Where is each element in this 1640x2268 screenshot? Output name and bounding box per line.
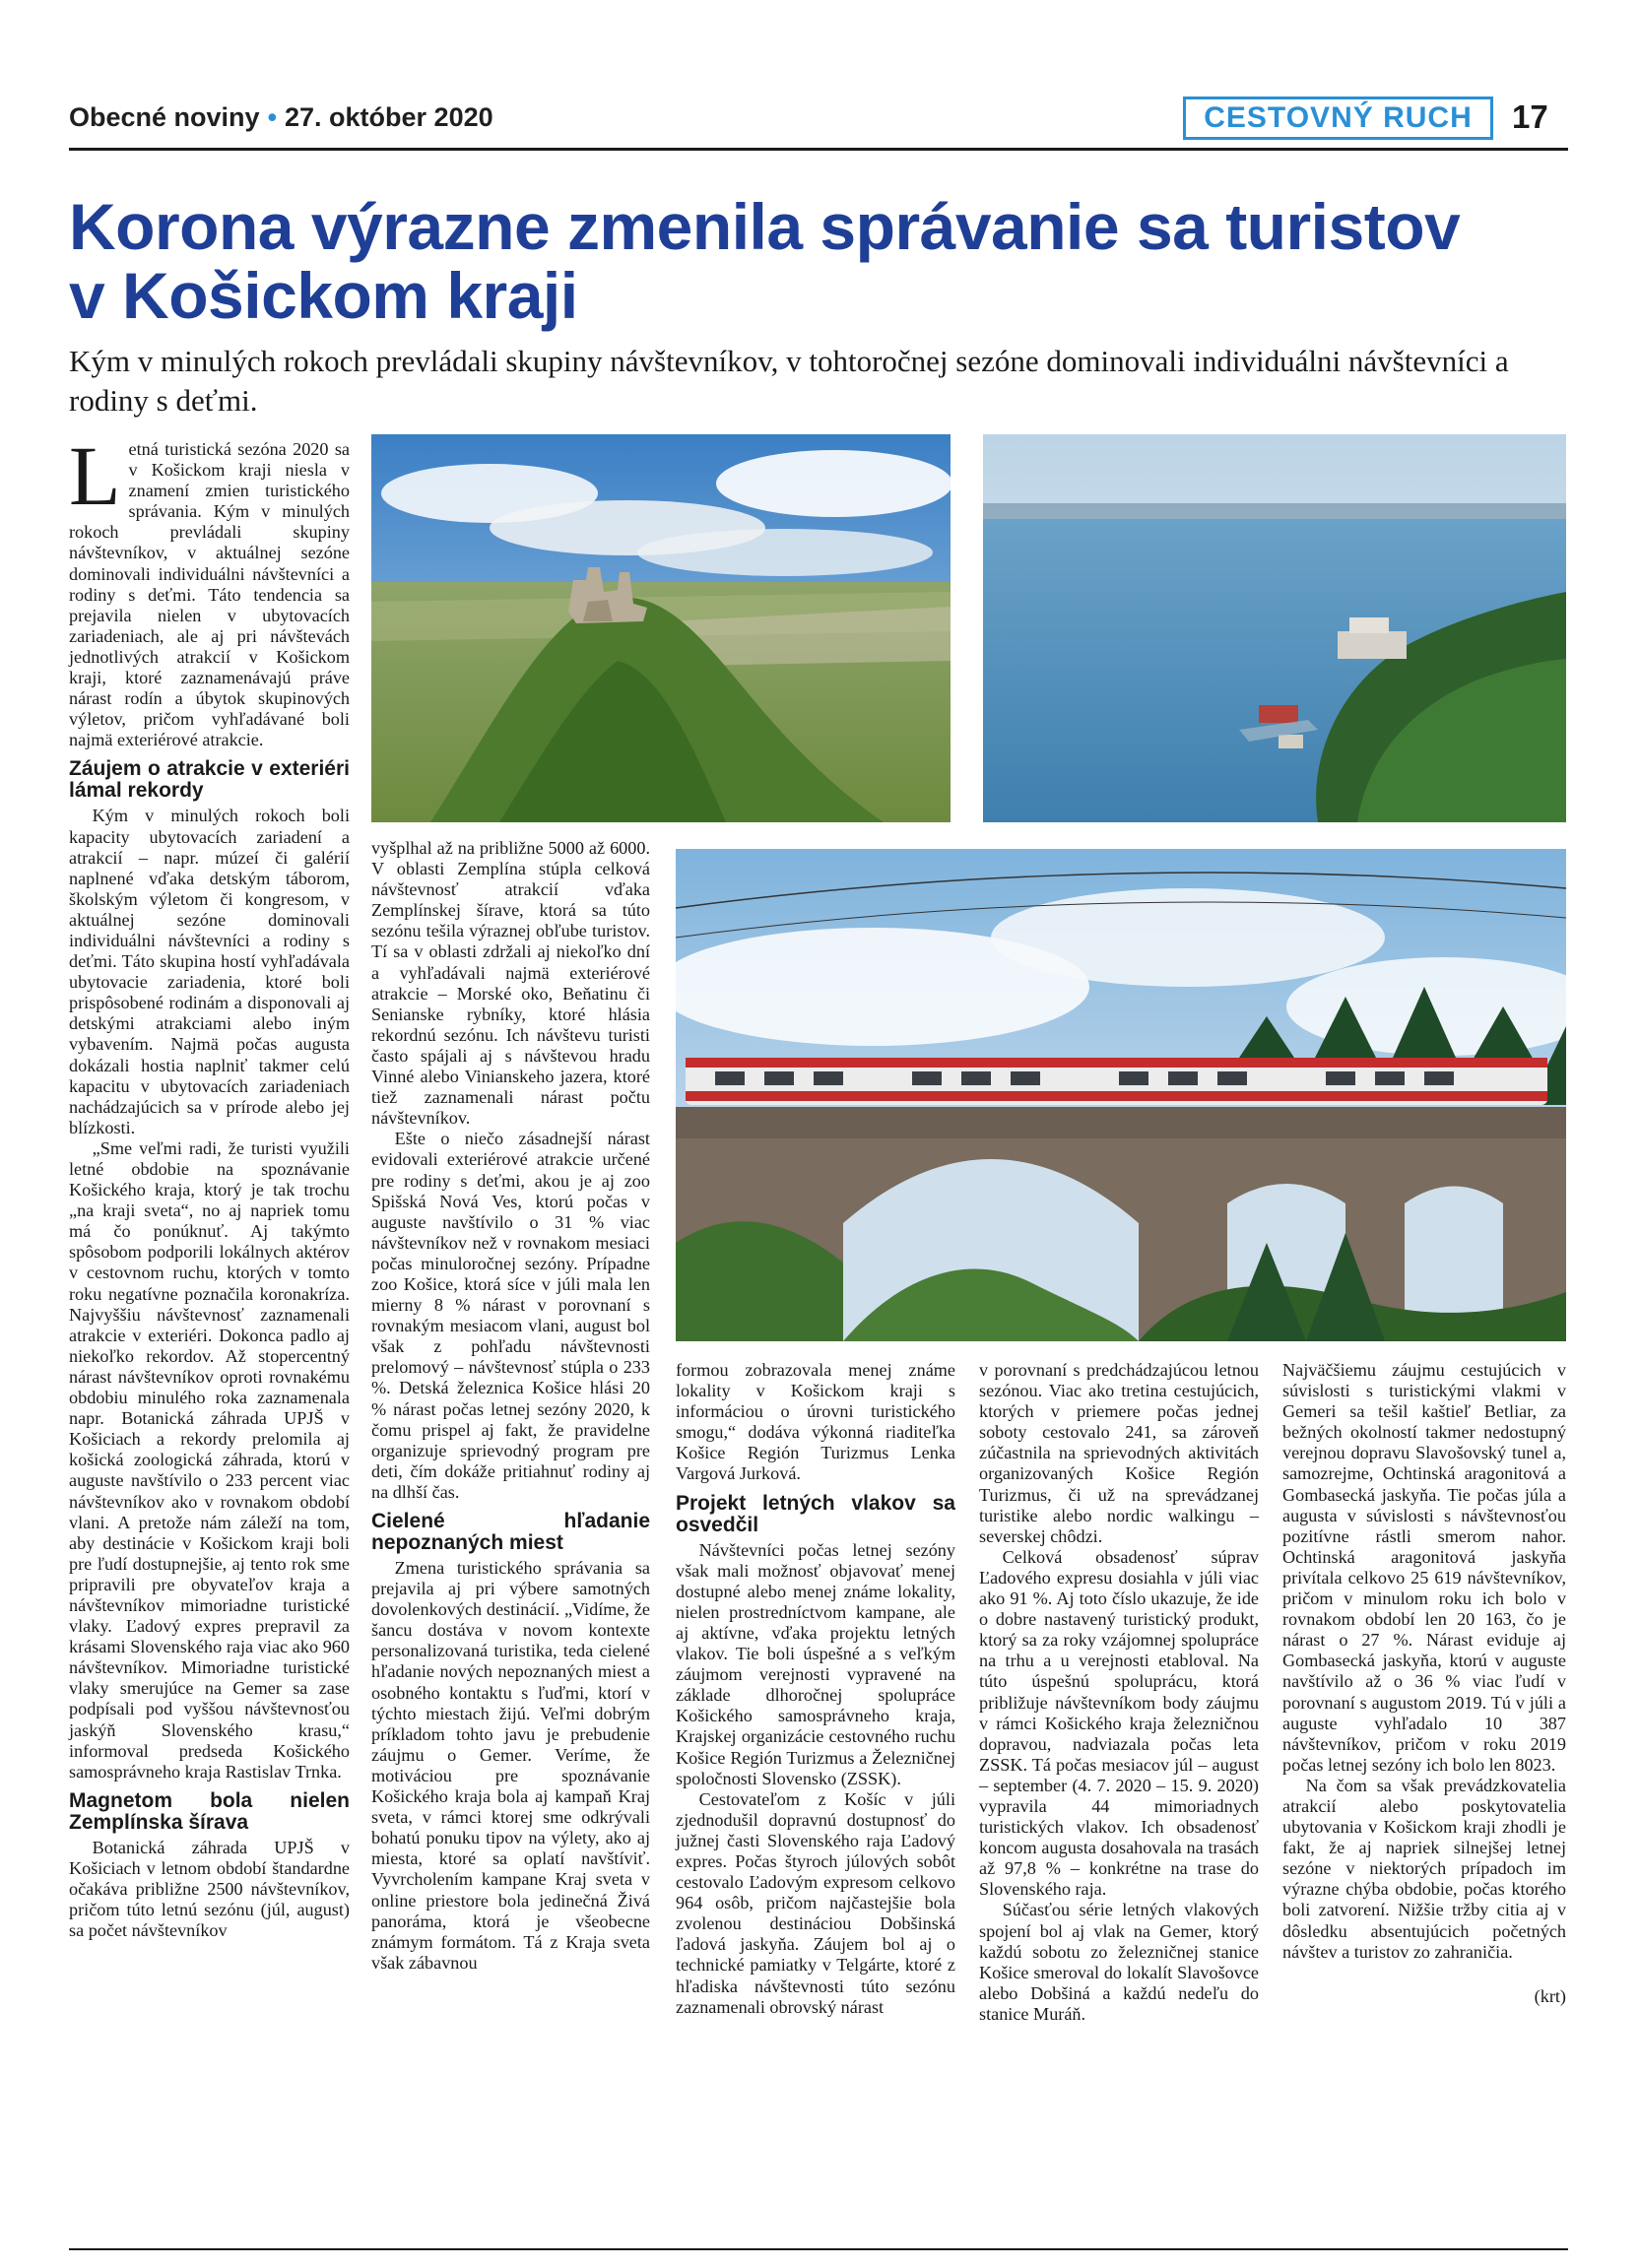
subheading: Cielené hľadanie nepoznaných miest	[371, 1510, 650, 1554]
paragraph: Najväčšiemu záujmu cestujúcich v súvislosti s turistickými vlakmi v Gemeri sa tešil kaštieľ Betliar, za bežných okolností takmer nedostupný verejnou dopravu Slavošovský tunel a, samozrejme, Ochtinská aragonitová a Gombasecká jaskyňa. Tie počas júla a augusta v súvislosti s návštevnosťou pozitívne rástli smerom nahor. Ochtinská aragonitová jaskyňa privítala celkovo 25 619 návštevníkov, pričom v minulom roku ich bolo v rovnakom období len 20 163, čo je nárast o 27 %. Nárast eviduje aj Gombasecká jaskyňa, ktorú v auguste navštívilo až o 36 % viac ľudí v porovnaní s augustom 2019. Tú v júli a auguste vyhľadalo 10 387 návštevníkov, pričom v roku 2019 počas letnej sezóny ich bolo len 8023.	[1282, 1360, 1566, 1775]
paragraph: Na čom sa však prevádzkovatelia atrakcií alebo poskytovatelia ubytovania v Košickom kraji zhodli je fakt, že aj napriek silnejšej letnej sezóne v niektorých prípadoch im výrazne chýba obdobie, počas ktorého boli zatvorení. Nižšie tržby citia aj v dôsledku absentujúcich početných návštev a turistov zo zahraničia.	[1282, 1775, 1566, 1962]
footer-rule	[69, 2248, 1568, 2250]
paragraph: Návštevníci počas letnej sezóny však mali možnosť objavovať menej dostupné alebo menej známe lokality, nielen prostredníctvom kampane, ale aj aktívne, vďaka projektu letných vlakov. Tie boli úspešné a s veľkým záujmom verejnosti vypravené na základe dlhoročnej spolupráce Košického samosprávneho kraja, Krajskej organizácie cestovného ruchu Košice Región Turizmus a Železničnej spoločnosti Slovensko (ZSSK).	[676, 1539, 955, 1788]
paragraph: Kým v minulých rokoch boli kapacity ubytovacích zariadení a atrakcií – napr. múzeí či galérií naplnené vďaka detským táborom, školským výletom či kongresom, v aktuálnej sezóne dominovali individuálni návštevníci a rodiny s deťmi. Táto skupina hostí vyhľadávala ubytovacie zariadenia, ktoré boli prispôsobené rodinám a disponovali aj detskými atrakciami alebo iným vybavením. Najmä počas augusta dokázali hostia naplniť takmer celú kapacitu v ubytovacích zariadeniach nachádzajúcich sa v prírode alebo jej blízkosti.	[69, 806, 350, 1137]
train-viaduct-photo	[676, 849, 1566, 1341]
headline-line-2: v Košickom kraji	[69, 259, 578, 332]
issue-date: 27. október 2020	[285, 102, 493, 132]
article-column-2	[371, 838, 650, 1974]
subheading: Záujem o atrakcie v exteriéri lámal rekordy	[69, 757, 350, 803]
subheading: Projekt letných vlakov sa osvedčil	[676, 1491, 955, 1536]
drop-cap: L	[69, 428, 121, 523]
paragraph: „Sme veľmi radi, že turisti využili letné obdobie na spoznávanie Košického kraja, ktorý je tak trochu „na kraji sveta“, no aj napriek tomu má čo ponúknuť. Aj takýmto spôsobom podporili lokálnych aktérov v cestovnom ruchu, ktorých v tomto roku negatívne poznačila koronakríza. Najvyššiu návštevnosť zaznamenali atrakcie v exteriéri. Dokonca padlo aj niekoľko rekordov. Až stopercentný nárast návštevníkov oproti rovnakému obdobiu minulého roka zaznamenala napr. Botanická záhrada UPJŠ v Košiciach a rekordy prelomila aj košická zoologická záhrada, ktorú v auguste navštívilo o 233 percent viac návštevníkov ako v rovnakom období vlani. A pretože nám záleží na tom, aby destinácie v Košickom kraji boli pre ľudí dostupnejšie, aj tento rok sme pripravili pre obyvateľov kraja a návštevníkov mimoriadne turistické vlaky. Ľadový expres prepravil za krásami Slovenského raja viac ako 960 návštevníkov. Mimoriadne turistické vlaky smerujúce na Gemer sa zase podpísali pod vyššou návštevnosťou jaskýň Slovenského krasu,“ informoval predseda Košického samosprávneho kraja Rastislav Trnka.	[69, 1137, 350, 1782]
paragraph: Súčasťou série letných vlakových spojení bol aj vlak na Gemer, ktorý každú sobotu zo železničnej stanice Košice smeroval do lokalít Slavošovce alebo Dobšiná a každú nedeľu do stanice Muráň.	[979, 1900, 1259, 2024]
article-column-3	[676, 1360, 955, 2018]
article-column-4	[979, 1360, 1259, 2025]
paragraph: Cestovateľom z Košíc v júli zjednodušil dopravnú dostupnosť do južnej časti Slovenského raja Ľadový expres. Počas štyroch júlových sobôt cestovalo Ľadovým expresom celkovo 964 osôb, pričom najčastejšie bola zvolenou destináciou Dobšinská ľadová jaskyňa. Záujem bol aj o technické pamiatky v Telgárte, ktoré z hľadiska návštevnosti túto sezónu zaznamenali obrovský nárast	[676, 1788, 955, 2017]
paragraph: Zmena turistického správania sa prejavila aj pri výbere samotných dovolenkových destinácií. „Vidíme, že šancu dostáva v novom kontexte personalizovaná turistika, teda cielené hľadanie nových nepoznaných miest a osobného kontaktu s ľuďmi, ktorí v týchto miestach žijú. Veľmi dobrým príkladom tohto javu je prebudenie záujmu o Gemer. Veríme, že motiváciou pre spoznávanie Košického kraja bola aj kampaň Kraj sveta, v rámci ktorej sme odkrývali bohatú ponuku tipov na výlety, ako aj miesta, ktoré sa oplatí navštíviť. Vyvrcholením kampane Kraj sveta v online priestore bola jedinečná Živá panoráma, ktorá je všeobecne známym formátom. Tá z Kraja sveta však zábavnou	[371, 1558, 650, 1973]
paragraph: Letná turistická sezóna 2020 sa v Košickom kraji niesla v znamení zmien turistického správania. Kým v minulých rokoch prevládali skupiny návštevníkov, v aktuálnej sezóne dominovali individuálni návštevníci a rodiny s deťmi. Táto tendencia sa prejavila nielen v ubytovacích zariadeniach, ale aj pri návštevách jednotlivých atrakcií v Košickom kraji, ktoré zaznamenávajú práve nárast rodín a úbytok skupinových výletov, pričom vyhľadávané boli najmä exteriérové atrakcie.	[69, 428, 350, 750]
masthead	[69, 102, 493, 133]
author-signature: (krt)	[1534, 1985, 1566, 2006]
separator-dot: •	[267, 102, 278, 132]
castle-photo	[371, 434, 951, 822]
subheading: Magnetom bola nielen Zemplínska šírava	[69, 1788, 350, 1834]
article-column-1	[69, 428, 350, 1941]
headline-line-1: Korona výrazne zmenila správanie sa turistov	[69, 190, 1461, 263]
lake-photo	[983, 434, 1566, 822]
paragraph: formou zobrazovala menej známe lokality v Košickom kraji s informáciou o úrovni turistického smogu,“ dodáva výkonná riaditeľka Košice Región Turizmus Lenka Vargová Jurková.	[676, 1360, 955, 1484]
lede: Kým v minulých rokoch prevládali skupiny návštevníkov, v tohtoročnej sezóne dominovali individuálni návštevníci a rodiny s deťmi.	[69, 344, 1509, 418]
section-label: CESTOVNÝ RUCH	[1183, 97, 1493, 140]
publication-name: Obecné noviny	[69, 102, 260, 132]
headline	[69, 192, 1566, 330]
header-rule	[69, 148, 1568, 151]
paragraph: Ešte o niečo zásadnejší nárast evidovali exteriérové atrakcie určené pre rodiny s deťmi, akou je aj zoo Spišská Nová Ves, ktorú počas v auguste navštívilo o 31 % viac návštevníkov než v rovnakom mesiaci počas minuloročnej sezóny. Prípadne zoo Košice, ktorá síce v júli mala len mierny 8 % nárast v porovnaní s rovnakým mesiacom vlani, august bol však z pohľadu návštevnosti prelomový – návštevnosť stúpla o 233 %. Detská železnica Košice hlási 20 % nárast počas letnej sezóny 2020, k čomu prispel aj fakt, že pravidelne organizuje sprievodný program pre deti, čím dokáže pritiahnuť rodiny aj na dlhší čas.	[371, 1129, 650, 1502]
paragraph: Botanická záhrada UPJŠ v Košiciach v letnom období štandardne očakáva približne 2500 návštevníkov, pričom túto letnú sezónu (júl, august) sa počet návštevníkov	[69, 1837, 350, 1941]
article-column-5	[1282, 1360, 1566, 2007]
page-number: 17	[1512, 98, 1548, 135]
paragraph: vyšplhal až na približne 5000 až 6000. V oblasti Zemplína stúpla celková návštevnosť atrakcií vďaka Zemplínskej šírave, ktorá sa túto sezónu tešila výraznej obľube turistov. Tí sa v oblasti zdržali aj niekoľko dní a vyhľadávali najmä exteriérové atrakcie – Morské oko, Beňatinu či Senianske rybníky, ktoré hlásia rekordnú sezónu. Ich návštevu turisti často spájali aj s návštevou hradu Vinné alebo Vinianskeho jazera, ktoré tiež zaznamenali nárast počtu návštevníkov.	[371, 838, 650, 1129]
paragraph: Celková obsadenosť súprav Ľadového expresu dosiahla v júli viac ako 91 %. Aj toto číslo ukazuje, že ide o dobre nastavený turistický produkt, ktorý sa za roky vzájomnej spolupráce na trhu a u verejnosti etabloval. Na túto úspešnú spoluprácu, ktorá približuje návštevníkom body záujmu v rámci Košického kraja železničnou dopravou, nadviazala počas leta ZSSK. Tá počas mesiacov júl – august – september (4. 7. 2020 – 15. 9. 2020) vypravila 44 mimoriadnych turistických vlakov. Ich obsadenosť koncom augusta dosahovala na trasách až 97,8 % – konkrétne na trase do Slovenského raja.	[979, 1546, 1259, 1900]
paragraph: v porovnaní s predchádzajúcou letnou sezónou. Viac ako tretina cestujúcich, ktorých v priemere počas jednej soboty cestovalo 241, sa zároveň zúčastnila na sprievodných aktivitách organizovaných Košice Región Turizmus, či už na sprevádzanej turistike alebo nordic walkingu – severskej chôdzi.	[979, 1360, 1259, 1546]
